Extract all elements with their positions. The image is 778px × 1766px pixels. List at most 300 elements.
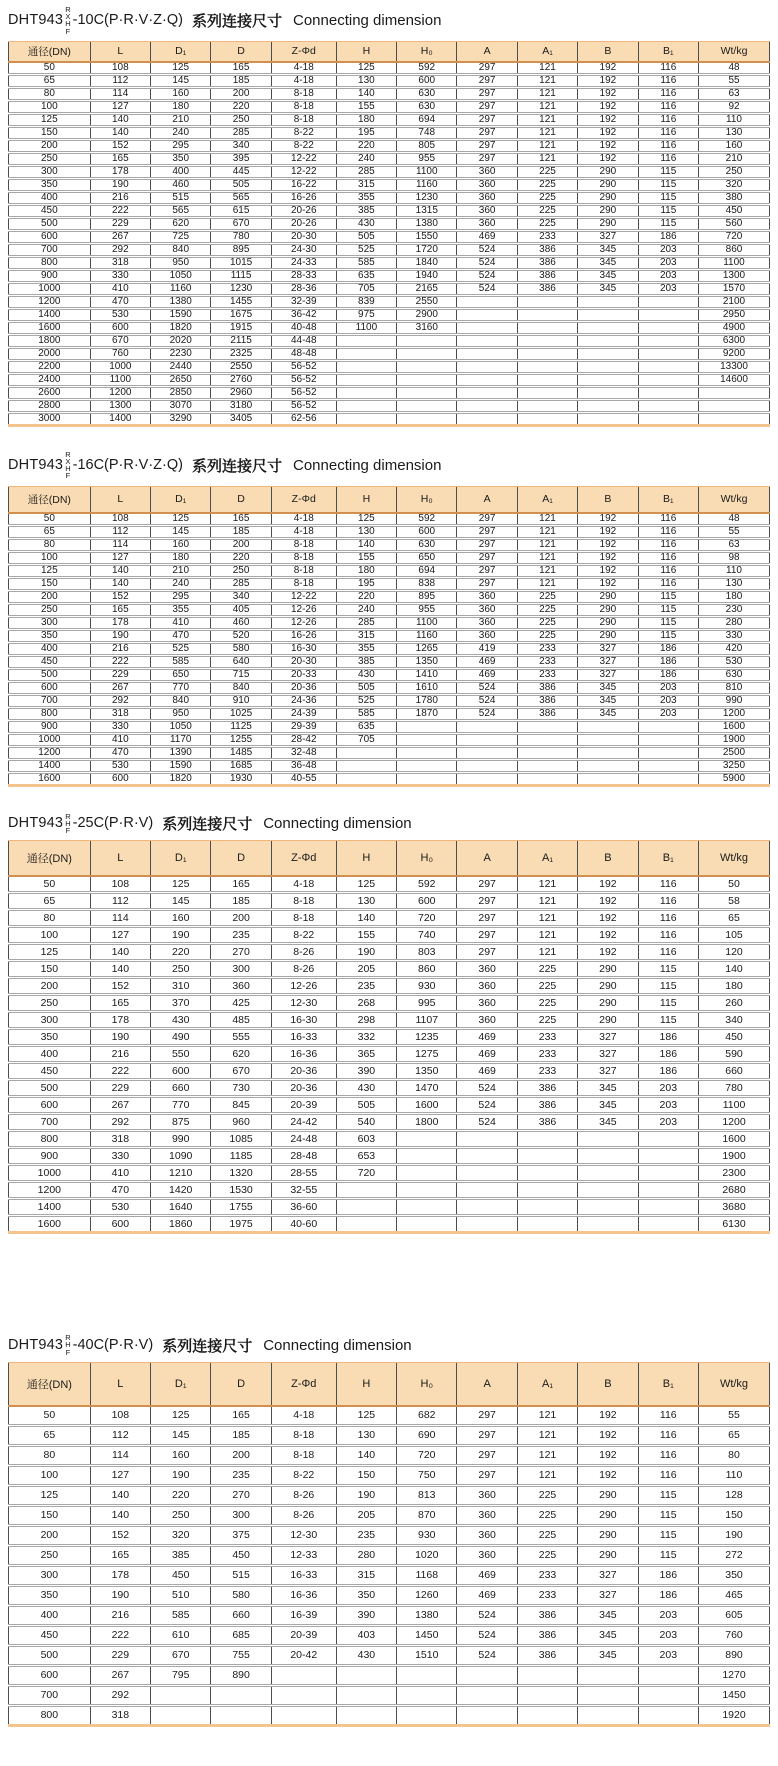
table-cell: 145 (151, 1425, 211, 1445)
column-header: B₁ (638, 486, 698, 513)
table-row (9, 1645, 770, 1665)
table-cell: 16-30 (271, 642, 336, 655)
table-cell (457, 412, 517, 425)
table-cell: 16-39 (271, 1605, 336, 1625)
table-cell: 250 (40, 997, 59, 1010)
table-cell: 160 (151, 87, 211, 100)
table-cell: 900 (40, 1150, 59, 1163)
table-cell (517, 334, 577, 347)
table-cell (638, 1148, 698, 1165)
table-cell: 840 (151, 694, 211, 707)
table-cell: 121 (517, 910, 577, 927)
table-row (9, 308, 770, 321)
table-cell: 1125 (211, 720, 271, 733)
table-cell: 720 (397, 910, 457, 927)
table-cell: 386 (517, 707, 577, 720)
table-cell: 65 (699, 1425, 770, 1445)
table-cell: 125 (40, 1488, 59, 1501)
table-cell: 130 (336, 893, 396, 910)
table-cell (397, 1199, 457, 1216)
table-cell: 48 (699, 62, 770, 75)
table-cell: 450 (211, 1545, 271, 1565)
table-cell: 225 (517, 616, 577, 629)
table-cell: 290 (578, 978, 638, 995)
table-cell: 640 (211, 655, 271, 668)
table-cell: 345 (578, 1080, 638, 1097)
table-cell (457, 1665, 517, 1685)
table-cell: 1800 (397, 1114, 457, 1131)
table-row (9, 1445, 770, 1465)
dimension-table (8, 1362, 770, 1727)
table-cell: 1450 (397, 1625, 457, 1645)
table-cell: 125 (336, 876, 396, 893)
table-row (9, 1705, 770, 1725)
table-cell: 8-26 (271, 1485, 336, 1505)
table-cell (397, 373, 457, 386)
table-cell: 12-22 (271, 165, 336, 178)
table-cell: 500 (40, 1082, 59, 1095)
table-cell (517, 347, 577, 360)
table-cell: 50 (43, 878, 56, 891)
table-cell: 280 (699, 616, 770, 629)
table-cell: 115 (638, 165, 698, 178)
table-cell: 895 (397, 590, 457, 603)
table-cell: 2115 (211, 334, 271, 347)
table-cell: 360 (457, 178, 517, 191)
table-cell: 297 (457, 876, 517, 893)
model-variant-letter: H (65, 818, 71, 828)
table-cell: 116 (638, 1445, 698, 1465)
table-cell: 530 (90, 759, 150, 772)
column-header: A₁ (517, 1362, 577, 1406)
table-cell (336, 360, 396, 373)
table-cell: 1090 (151, 1148, 211, 1165)
table-cell: 222 (90, 1625, 150, 1645)
table-cell: 220 (336, 590, 396, 603)
table-cell: 345 (578, 269, 638, 282)
table-cell: 3000 (38, 412, 61, 424)
table-cell: 285 (336, 616, 396, 629)
table-cell: 1755 (211, 1199, 271, 1216)
table-cell: 200 (40, 139, 58, 151)
table-cell: 297 (457, 139, 517, 152)
table-cell: 16-33 (271, 1029, 336, 1046)
table-cell: 555 (211, 1029, 271, 1046)
table-cell (211, 1705, 271, 1725)
table-cell: 469 (457, 230, 517, 243)
table-cell: 500 (40, 668, 58, 680)
table-cell: 515 (211, 1565, 271, 1585)
table-cell: 1870 (397, 707, 457, 720)
table-cell: 121 (517, 62, 577, 75)
table-cell: 1100 (397, 616, 457, 629)
table-cell: 285 (211, 577, 271, 590)
table-cell: 505 (211, 178, 271, 191)
table-cell: 190 (336, 1485, 396, 1505)
dimension-table-section (8, 1334, 770, 1727)
table-cell: 635 (336, 269, 396, 282)
table-cell: 145 (151, 74, 211, 87)
table-cell (457, 1685, 517, 1705)
table-cell (457, 759, 517, 772)
table-cell: 114 (90, 910, 150, 927)
table-cell: 600 (40, 681, 58, 693)
table-cell: 635 (336, 720, 396, 733)
table-cell: 524 (457, 1645, 517, 1665)
table-cell: 1390 (151, 746, 211, 759)
table-row (9, 113, 770, 126)
table-cell (457, 746, 517, 759)
table-cell: 360 (457, 165, 517, 178)
table-cell: 16-22 (271, 178, 336, 191)
table-cell: 140 (336, 910, 396, 927)
table-cell: 318 (90, 707, 150, 720)
table-cell: 405 (211, 603, 271, 616)
column-header: A₁ (517, 486, 577, 513)
table-cell: 1230 (211, 282, 271, 295)
table-cell: 225 (517, 978, 577, 995)
table-cell: 780 (211, 230, 271, 243)
table-cell: 267 (90, 230, 150, 243)
table-cell (457, 733, 517, 746)
table-cell: 1610 (397, 681, 457, 694)
table-cell: 450 (699, 1029, 770, 1046)
column-header: A₁ (517, 41, 577, 62)
table-cell: 653 (336, 1148, 396, 1165)
table-cell: 3070 (151, 399, 211, 412)
table-cell: 4900 (699, 321, 770, 334)
table-cell: 130 (336, 525, 396, 538)
table-cell: 315 (336, 1565, 396, 1585)
table-cell: 297 (457, 564, 517, 577)
table-cell: 290 (578, 1485, 638, 1505)
table-cell: 192 (578, 62, 638, 75)
table-cell (517, 1685, 577, 1705)
table-cell: 315 (336, 629, 396, 642)
table-cell: 1400 (38, 759, 61, 771)
table-cell: 1260 (397, 1585, 457, 1605)
model-variant-letter: R (65, 5, 71, 14)
table-cell: 298 (336, 1012, 396, 1029)
table-cell: 760 (90, 347, 150, 360)
table-cell (578, 772, 638, 785)
table-cell (578, 1182, 638, 1199)
table-cell: 592 (397, 876, 457, 893)
table-cell: 318 (90, 1705, 150, 1725)
table-cell: 3180 (211, 399, 271, 412)
table-cell: 250 (40, 152, 58, 164)
table-cell: 250 (151, 1505, 211, 1525)
table-cell: 36-48 (271, 759, 336, 772)
table-cell: 121 (517, 1406, 577, 1426)
table-cell: 225 (517, 1525, 577, 1545)
table-cell: 2650 (151, 373, 211, 386)
header-row (9, 841, 770, 877)
table-cell: 386 (517, 1114, 577, 1131)
table-cell: 8-18 (271, 113, 336, 126)
table-cell: 292 (90, 1685, 150, 1705)
table-cell: 950 (151, 707, 211, 720)
table-cell: 115 (638, 629, 698, 642)
table-cell: 592 (397, 513, 457, 526)
table-cell: 160 (699, 139, 770, 152)
table-row (9, 876, 770, 893)
table-row (9, 1605, 770, 1625)
table-cell: 700 (40, 1688, 59, 1701)
table-cell: 20-30 (271, 230, 336, 243)
table-cell: 430 (336, 1645, 396, 1665)
column-header: H₀ (397, 1362, 457, 1406)
table-cell: 130 (699, 126, 770, 139)
table-cell: 2900 (397, 308, 457, 321)
table-cell (578, 321, 638, 334)
table-cell: 115 (638, 204, 698, 217)
table-cell: 386 (517, 269, 577, 282)
table-cell: 115 (638, 191, 698, 204)
table-row (9, 733, 770, 746)
table-cell: 900 (40, 720, 58, 732)
table-cell: 203 (638, 1080, 698, 1097)
table-cell: 515 (151, 191, 211, 204)
table-cell: 116 (638, 944, 698, 961)
table-cell: 995 (397, 995, 457, 1012)
table-cell: 200 (211, 538, 271, 551)
table-cell (578, 412, 638, 425)
table-cell: 121 (517, 513, 577, 526)
table-cell: 375 (211, 1525, 271, 1545)
column-header: D (211, 41, 271, 62)
table-cell: 720 (336, 1165, 396, 1182)
table-cell: 16-36 (271, 1585, 336, 1605)
table-cell: 520 (211, 629, 271, 642)
table-cell: 125 (151, 513, 211, 526)
table-cell: 108 (90, 1406, 150, 1426)
table-cell: 505 (336, 1097, 396, 1114)
table-cell: 48-48 (271, 347, 336, 360)
table-title (8, 6, 770, 35)
table-cell: 116 (638, 564, 698, 577)
table-cell: 20-36 (271, 1080, 336, 1097)
table-cell: 116 (638, 62, 698, 75)
table-cell: 225 (517, 178, 577, 191)
table-cell (517, 1705, 577, 1725)
table-cell (457, 1148, 517, 1165)
table-cell: 12-30 (271, 1525, 336, 1545)
table-cell (578, 347, 638, 360)
table-cell: 603 (336, 1131, 396, 1148)
table-cell: 190 (151, 1465, 211, 1485)
table-cell (638, 334, 698, 347)
column-header: H (336, 841, 396, 877)
table-cell: 755 (211, 1645, 271, 1665)
table-row (9, 412, 770, 425)
table-cell: 300 (40, 165, 58, 177)
table-title (8, 813, 770, 835)
table-cell: 694 (397, 113, 457, 126)
table-row (9, 1114, 770, 1131)
table-cell (336, 386, 396, 399)
table-cell: 4-18 (271, 74, 336, 87)
table-cell: 203 (638, 1097, 698, 1114)
table-row (9, 1505, 770, 1525)
table-cell: 845 (211, 1097, 271, 1114)
table-cell (457, 295, 517, 308)
table-row (9, 538, 770, 551)
table-cell: 116 (638, 1406, 698, 1426)
column-header: H (336, 41, 396, 62)
table-cell: 1840 (397, 256, 457, 269)
table-cell: 650 (397, 551, 457, 564)
table-cell: 345 (578, 1114, 638, 1131)
table-cell: 1235 (397, 1029, 457, 1046)
table-cell: 3160 (397, 321, 457, 334)
table-row (9, 1425, 770, 1445)
table-cell: 605 (699, 1605, 770, 1625)
table-cell: 585 (336, 707, 396, 720)
table-cell: 297 (457, 551, 517, 564)
table-cell (336, 373, 396, 386)
table-cell: 670 (151, 1645, 211, 1665)
table-cell: 470 (90, 295, 150, 308)
table-cell: 192 (578, 74, 638, 87)
table-row (9, 629, 770, 642)
table-cell: 140 (336, 538, 396, 551)
table-cell: 540 (336, 1114, 396, 1131)
table-cell: 327 (578, 1585, 638, 1605)
table-cell: 186 (638, 642, 698, 655)
table-cell: 16-30 (271, 1012, 336, 1029)
table-cell: 1530 (211, 1182, 271, 1199)
table-cell: 150 (336, 1465, 396, 1485)
table-cell: 235 (336, 1525, 396, 1545)
table-cell: 235 (211, 927, 271, 944)
table-cell: 297 (457, 944, 517, 961)
table-cell: 120 (699, 944, 770, 961)
table-cell: 180 (699, 590, 770, 603)
table-cell: 1315 (397, 204, 457, 217)
model-variant-letter: H (65, 19, 71, 29)
table-cell: 290 (578, 1545, 638, 1565)
table-cell: 297 (457, 1445, 517, 1465)
column-header: H₀ (397, 486, 457, 513)
table-cell: 285 (336, 165, 396, 178)
table-row (9, 399, 770, 412)
table-cell: 8-18 (271, 100, 336, 113)
table-cell: 1600 (38, 321, 61, 333)
table-cell (578, 308, 638, 321)
model-suffix: -10C(P·R·V·Z·Q) (72, 12, 183, 29)
table-cell: 14600 (699, 373, 770, 386)
table-cell: 290 (578, 616, 638, 629)
table-cell: 150 (40, 963, 59, 976)
table-cell: 4-18 (271, 876, 336, 893)
table-cell: 400 (40, 642, 58, 654)
table-cell: 340 (211, 590, 271, 603)
table-cell (336, 399, 396, 412)
column-header: Z-Φd (271, 41, 336, 62)
table-cell: 290 (578, 191, 638, 204)
dimension-table-section (8, 451, 770, 787)
table-row (9, 772, 770, 785)
table-row (9, 681, 770, 694)
table-cell (457, 1165, 517, 1182)
table-cell: 330 (90, 720, 150, 733)
table-cell: 20-26 (271, 204, 336, 217)
table-cell: 2165 (397, 282, 457, 295)
table-cell: 330 (90, 269, 150, 282)
table-cell: 8-26 (271, 961, 336, 978)
table-cell: 36-42 (271, 308, 336, 321)
table-row (9, 525, 770, 538)
table-row (9, 386, 770, 399)
table-row (9, 642, 770, 655)
table-cell (457, 334, 517, 347)
table-cell: 2300 (699, 1165, 770, 1182)
table-cell: 694 (397, 564, 457, 577)
column-header: H₀ (397, 841, 457, 877)
table-cell: 203 (638, 694, 698, 707)
table-cell: 192 (578, 876, 638, 893)
table-cell: 267 (90, 681, 150, 694)
table-row (9, 74, 770, 87)
table-cell (517, 772, 577, 785)
table-cell: 128 (699, 1485, 770, 1505)
table-cell (397, 334, 457, 347)
table-cell (211, 1685, 271, 1705)
table-row (9, 87, 770, 100)
table-cell: 1100 (699, 256, 770, 269)
table-cell (397, 1685, 457, 1705)
table-row (9, 590, 770, 603)
table-cell (397, 1131, 457, 1148)
table-cell: 165 (211, 876, 271, 893)
table-cell: 216 (90, 642, 150, 655)
table-cell (457, 360, 517, 373)
table-cell (457, 772, 517, 785)
table-cell: 1000 (38, 733, 61, 745)
table-row (9, 1063, 770, 1080)
table-cell: 1590 (151, 308, 211, 321)
table-cell (638, 759, 698, 772)
table-cell: 65 (43, 525, 55, 537)
table-cell: 295 (151, 590, 211, 603)
series-label-cn: 系列连接尺寸 (162, 815, 253, 833)
table-cell (578, 334, 638, 347)
table-cell: 800 (40, 256, 58, 268)
table-cell: 332 (336, 1029, 396, 1046)
table-cell: 16-36 (271, 1046, 336, 1063)
column-header: H (336, 1362, 396, 1406)
table-cell: 56-52 (271, 386, 336, 399)
table-cell: 100 (40, 1468, 59, 1481)
table-cell: 530 (90, 308, 150, 321)
table-cell: 1185 (211, 1148, 271, 1165)
table-cell: 2200 (38, 360, 61, 372)
table-cell: 121 (517, 152, 577, 165)
table-cell: 116 (638, 152, 698, 165)
table-cell: 55 (699, 525, 770, 538)
table-cell: 1000 (37, 1167, 61, 1180)
table-row (9, 893, 770, 910)
table-cell: 165 (90, 995, 150, 1012)
table-cell (336, 1182, 396, 1199)
table-cell: 930 (397, 978, 457, 995)
table-cell: 160 (151, 910, 211, 927)
table-cell: 960 (211, 1114, 271, 1131)
table-cell: 600 (40, 1668, 59, 1681)
table-cell: 365 (336, 1046, 396, 1063)
table-cell: 100 (40, 551, 58, 563)
